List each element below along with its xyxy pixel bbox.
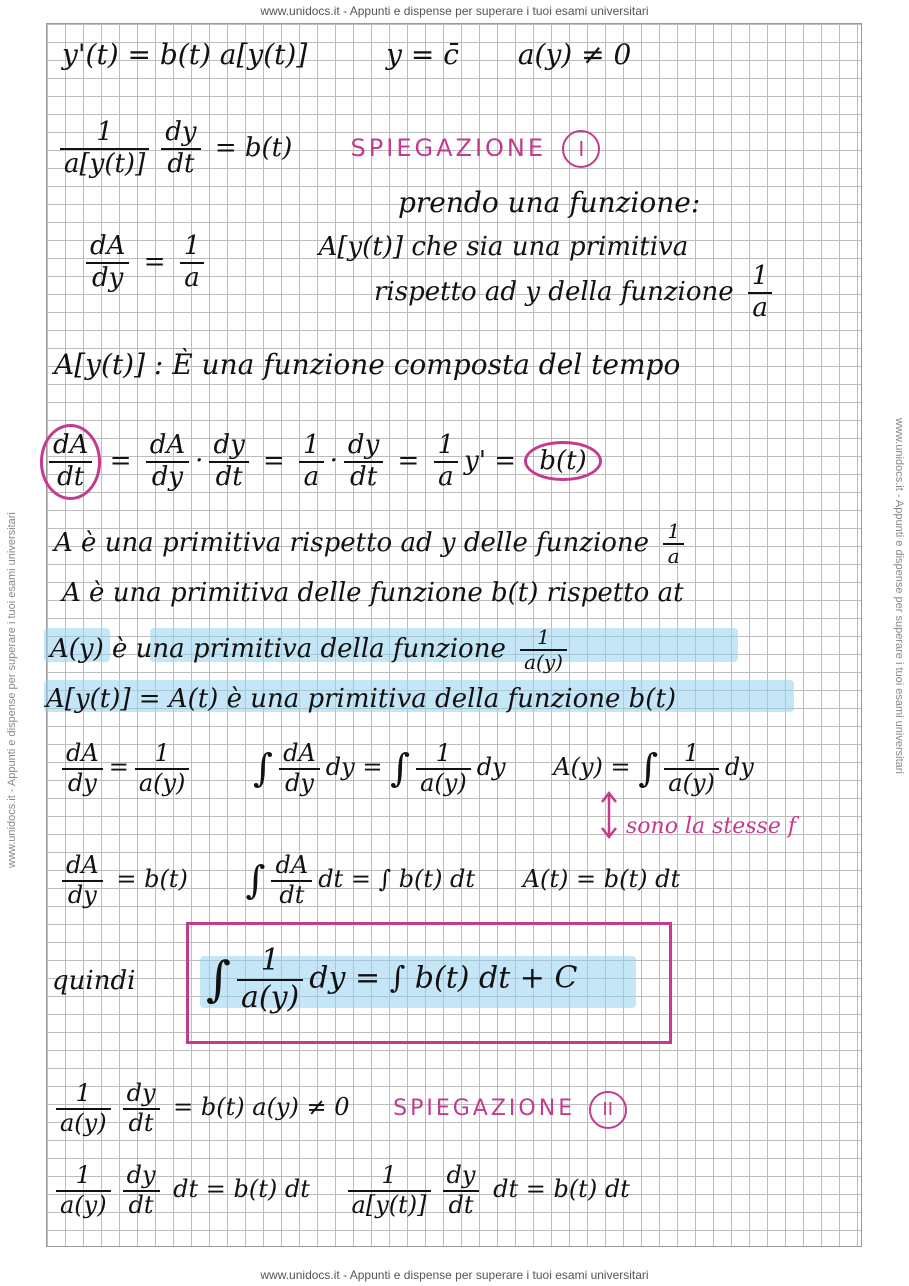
annotation-same-f: sono la stesse f <box>626 814 796 839</box>
fraction: $\frac{1}{a}$ <box>180 232 205 294</box>
fraction: $\frac{1}{a(y)}$ <box>520 626 567 674</box>
mid-text: dt = b(t) dt <box>173 1175 310 1204</box>
statement-line-10 <box>50 626 573 674</box>
note-text: A[y(t)] che sia una primitiva <box>318 232 689 262</box>
note-text: rispetto ad y della funzione <box>374 276 734 307</box>
condition-a-nonzero: a(y) ≠ 0 <box>517 38 632 71</box>
final-formula-rest: dy = ∫ b(t) dt + C <box>309 960 578 996</box>
equals-sign: = <box>397 445 420 476</box>
rhs-text: = b(t) <box>116 865 188 894</box>
fraction: $\frac{1}{a}$ <box>434 431 459 493</box>
fraction: $\frac{1}{a(y)}$ <box>56 1080 111 1137</box>
constant-solution: y = c̄ <box>386 38 459 71</box>
ode-equation: y'(t) = b(t) a[y(t)] <box>62 38 308 71</box>
fraction: $\frac{dy}{dt}$ <box>344 431 383 493</box>
fraction: $\frac{1}{a[y(t)]}$ <box>60 118 149 180</box>
mid-text: dt = ∫ b(t) dt <box>318 865 476 894</box>
fraction: $\frac{1}{a(y)}$ <box>56 1162 111 1219</box>
integral-sign: ∫ <box>638 746 659 792</box>
y-prime: y' <box>464 445 486 476</box>
integral-line-12: $\frac{dA}{dy}$ = $\frac{1}{a(y)}$ ∫ $\frac{dA}{dy}$ dy = ∫ $\frac{1}{a(y)}$ dy A(y) = ∫ $\frac{1}{a(y)}$ dy <box>56 740 754 797</box>
watermark-side-left: www.unidocs.it - Appunti e dispense per superare i tuoi esami universitari <box>6 512 18 868</box>
equation-line-1 <box>62 38 631 71</box>
circled-b-t: b(t) <box>524 441 601 481</box>
fraction: $\frac{dy}{dt}$ <box>123 1162 160 1219</box>
fraction: $\frac{dy}{dt}$ <box>161 118 200 180</box>
right-text: A(t) = b(t) dt <box>522 865 681 894</box>
fraction: $\frac{dA}{dt}$ <box>271 852 312 909</box>
section-title-1: SPIEGAZIONE <box>350 133 547 162</box>
dy-text: dy <box>724 753 754 782</box>
integral-sign: ∫ <box>390 746 411 792</box>
section-title-2: SPIEGAZIONE <box>393 1096 576 1122</box>
fraction: $\frac{dA}{dy}$ <box>279 740 320 797</box>
fraction: $\frac{dA}{dy}$ <box>62 740 103 797</box>
a-of-y-lhs: A(y) = <box>553 753 631 782</box>
note-line-5 <box>374 262 778 324</box>
fraction: $\frac{1}{a(y)}$ <box>135 740 190 797</box>
circled-fraction: $\frac{dA}{dt}$ <box>40 424 101 500</box>
roman-numeral-badge-1: I <box>562 130 600 168</box>
fraction: $\frac{dA}{dy}$ <box>62 852 103 909</box>
mid-text: = b(t) a(y) ≠ 0 <box>173 1093 350 1122</box>
watermark-banner-top: www.unidocs.it - Appunti e dispense per superare i tuoi esami universitari <box>260 4 649 18</box>
equation-line-16 <box>50 1080 627 1137</box>
watermark-side-right: www.unidocs.it - Appunti e dispense per superare i tuoi esami universitari <box>893 418 905 774</box>
fraction: $\frac{dy}{dt}$ <box>123 1080 160 1137</box>
statement-line-9: A è una primitiva delle funzione b(t) rispetto at <box>62 578 684 608</box>
integral-sign: ∫ <box>253 746 274 792</box>
equals-sign: = <box>263 445 285 476</box>
fraction: $\frac{1}{a(y)}$ <box>416 740 471 797</box>
final-formula <box>206 944 577 1015</box>
watermark-banner-bottom: www.unidocs.it - Appunti e dispense per superare i tuoi esami universitari <box>260 1268 649 1282</box>
word-quindi: quindi <box>52 966 136 996</box>
statement-line-8 <box>54 520 690 568</box>
end-text: dt = b(t) dt <box>493 1175 630 1204</box>
note-line-3: prendo una funzione: <box>398 186 701 219</box>
integral-sign: ∫ <box>245 858 266 904</box>
integral-sign: ∫ <box>206 951 232 1008</box>
double-arrow-icon <box>598 790 620 840</box>
fraction: $\frac{1}{a(y)}$ <box>237 944 303 1015</box>
equation-line-2 <box>54 118 600 180</box>
fraction: $\frac{1}{a}$ <box>748 262 773 324</box>
fraction: $\frac{1}{a}$ <box>299 431 324 493</box>
fraction: $\frac{dA}{dy}$ <box>146 431 189 493</box>
rhs-text: = b(t) <box>214 132 293 163</box>
integral-line-14 <box>56 852 680 909</box>
roman-numeral-badge-2: II <box>589 1091 627 1129</box>
equals-sign: = <box>494 445 517 476</box>
statement-line-11: A[y(t)] = A(t) è una primitiva della funzione b(t) <box>46 684 677 714</box>
equation-line-17 <box>50 1162 630 1219</box>
statement-line-6: A[y(t)] : È una funzione composta del tempo <box>54 348 681 381</box>
fraction: $\frac{1}{a}$ <box>663 520 684 568</box>
fraction: $\frac{1}{a[y(t)]}$ <box>348 1162 431 1219</box>
statement-text: A(y) è una primitiva della funzione <box>50 634 506 664</box>
dy-text: dy = <box>325 753 383 782</box>
fraction: $\frac{dA}{dy}$ <box>86 232 129 294</box>
statement-text: A è una primitiva rispetto ad y delle funzione <box>54 528 650 558</box>
fraction: $\frac{dy}{dt}$ <box>443 1162 480 1219</box>
equals-sign: = <box>109 445 132 476</box>
equals-sign: = <box>143 246 166 277</box>
chain-rule-line-7: $\frac{dA}{dt}$ = $\frac{dA}{dy}$ · $\frac{dy}{dt}$ = $\frac{1}{a}$ · $\frac{dy}{dt}$ = $\frac{1}{a}$ y' = b(t) <box>40 424 602 500</box>
fraction: $\frac{dy}{dt}$ <box>209 431 248 493</box>
dy-text: dy <box>476 753 506 782</box>
fraction: $\frac{1}{a(y)}$ <box>664 740 719 797</box>
